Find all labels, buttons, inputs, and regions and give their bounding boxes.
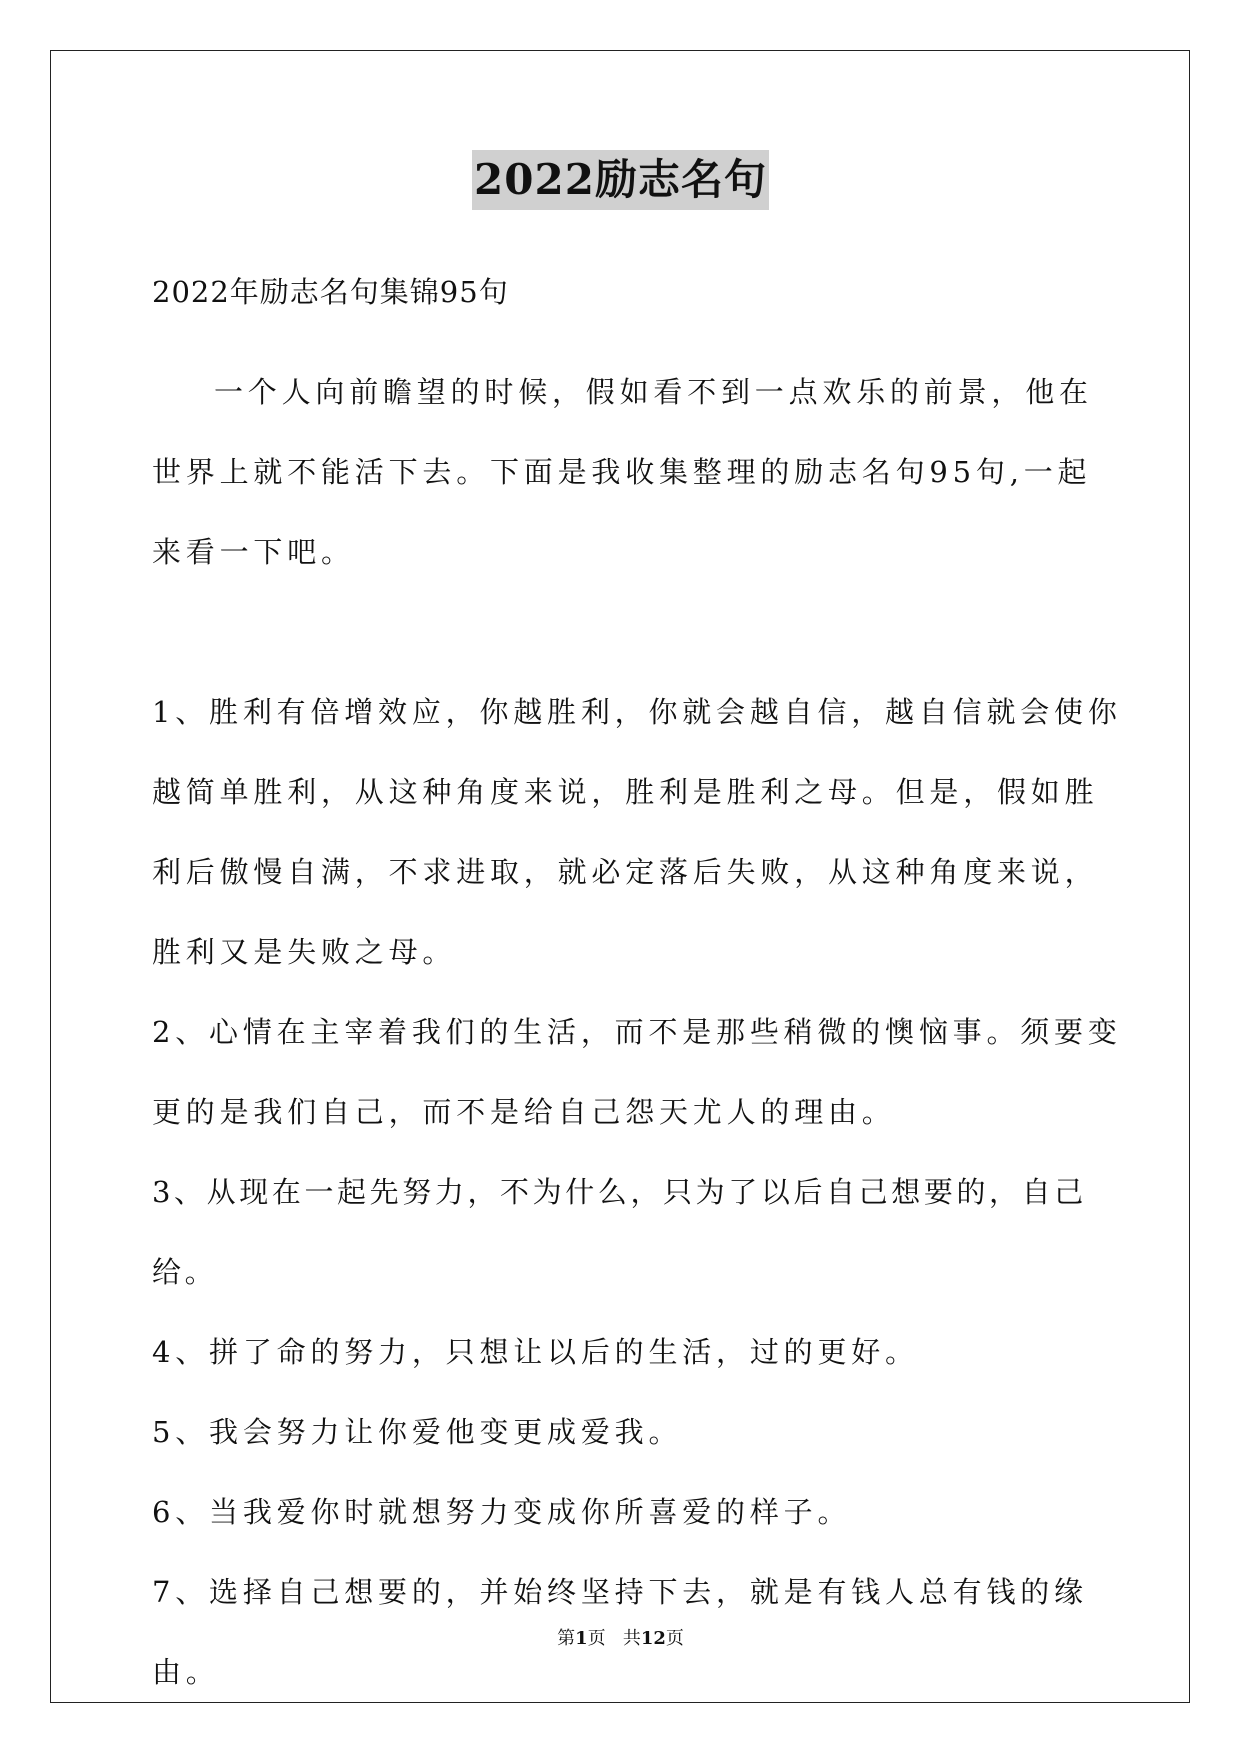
document-title: 2022励志名句 bbox=[472, 150, 769, 210]
footer-total-prefix: 共 bbox=[622, 1628, 641, 1649]
page-footer bbox=[0, 1627, 1241, 1651]
quote-item: 4、拼了命的努力，只想让以后的生活，过的更好。 bbox=[152, 1335, 919, 1369]
quote-item: 6、当我爱你时就想努力变成你所喜爱的样子。 bbox=[152, 1495, 852, 1529]
quote-item: 2、心情在主宰着我们的生活，而不是那些稍微的懊恼事。须要变更的是我们自己，而不是给自己怨天尤人的理由。 bbox=[152, 1015, 1122, 1129]
footer-page-prefix: 第 bbox=[557, 1628, 576, 1649]
quote-item: 1、胜利有倍增效应，你越胜利，你就会越自信，越自信就会使你越简单胜利，从这种角度来说，胜利是胜利之母。但是，假如胜利后傲慢自满，不求进取，就必定落后失败，从这种角度来说，胜利又是失败之母。 bbox=[152, 695, 1122, 969]
footer-page-current: 1 bbox=[575, 1628, 588, 1649]
quote-item: 5、我会努力让你爱他变更成爱我。 bbox=[152, 1415, 683, 1449]
intro-paragraph: 一个人向前瞻望的时候，假如看不到一点欢乐的前景，他在世界上就不能活下去。下面是我收集整理的励志名句95句,一起来看一下吧。 bbox=[152, 375, 1093, 569]
blank-line bbox=[152, 592, 1122, 672]
title-container bbox=[0, 150, 1241, 210]
document-body bbox=[152, 262, 1122, 1712]
quote-item: 7、选择自己想要的，并始终坚持下去，就是有钱人总有钱的缘由。 bbox=[152, 1575, 1088, 1689]
footer-total-suffix: 页 bbox=[665, 1628, 684, 1649]
quote-item: 3、从现在一起先努力，不为什么，只为了以后自己想要的，自己给。 bbox=[152, 1175, 1087, 1289]
document-subtitle: 2022年励志名句集锦95句 bbox=[152, 275, 509, 309]
footer-page-suffix: 页 bbox=[587, 1628, 606, 1649]
footer-page-total: 12 bbox=[640, 1628, 666, 1649]
